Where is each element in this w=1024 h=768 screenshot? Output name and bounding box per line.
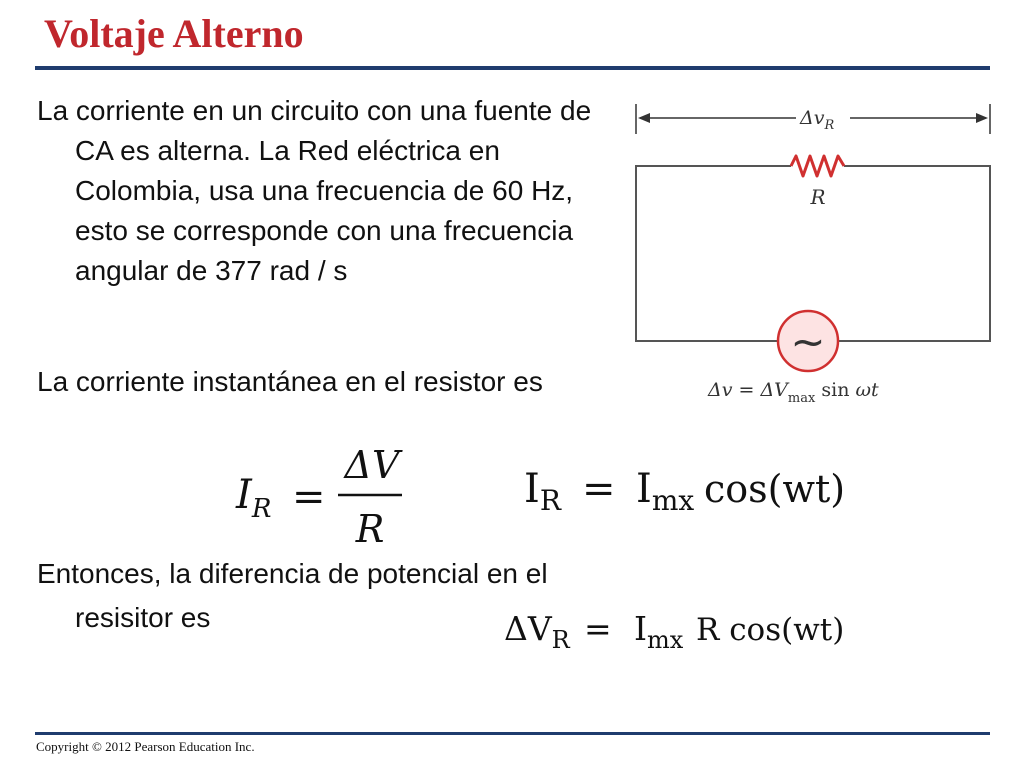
svg-text:Imx: $I_{mx}$ <box>634 609 684 654</box>
svg-text:IR: $I_R$ <box>524 466 561 517</box>
svg-text:R: R <box>355 507 385 550</box>
ac-resistor-circuit-diagram <box>628 96 998 416</box>
svg-text:ΔVR: $\Delta V_R$ <box>504 609 570 654</box>
bullet-instant-current: La corriente instantánea en el resistor es <box>37 366 543 397</box>
footer-divider <box>35 732 990 735</box>
slide-title: Voltaje Alterno <box>44 11 304 56</box>
equation-instant-current <box>520 458 870 523</box>
title-divider <box>35 66 990 70</box>
svg-text:IR: $I_R$ <box>236 472 272 524</box>
equation-ohms-law <box>232 440 412 550</box>
svg-text:=: = <box>584 609 612 648</box>
svg-text:ΔV: ΔV <box>344 443 400 487</box>
ac-source-symbol: ~ <box>790 317 826 366</box>
resistor-icon <box>791 156 844 176</box>
source-equation: $\Delta v = \Delta V_{max}$ sin ωt <box>708 379 879 406</box>
svg-text:Imx: $I_{mx}$ <box>636 466 695 517</box>
copyright-footer: Copyright © 2012 Pearson Education Inc. <box>36 739 255 754</box>
svg-text:=: = <box>292 474 326 520</box>
equation-potential-difference <box>500 602 880 662</box>
voltage-drop-label: $\Delta v_R$ <box>800 107 835 133</box>
svg-text:R cos(wt): R cos(wt) <box>696 612 845 648</box>
resistor-label: R <box>810 185 826 209</box>
svg-text:=: = <box>582 466 616 512</box>
bullet-ac-current: La corriente en un circuito con una fuente de CA es alterna. La Red eléctrica en Colombia, usa una frecuencia de 60 Hz, esto se corresponde con una frecuencia angular de 377 rad / s <box>37 95 592 286</box>
bullet-potential-difference: Entonces, la diferencia de potencial en el resisitor es <box>37 558 548 633</box>
svg-text:cos(wt): cos(wt) <box>704 467 846 511</box>
